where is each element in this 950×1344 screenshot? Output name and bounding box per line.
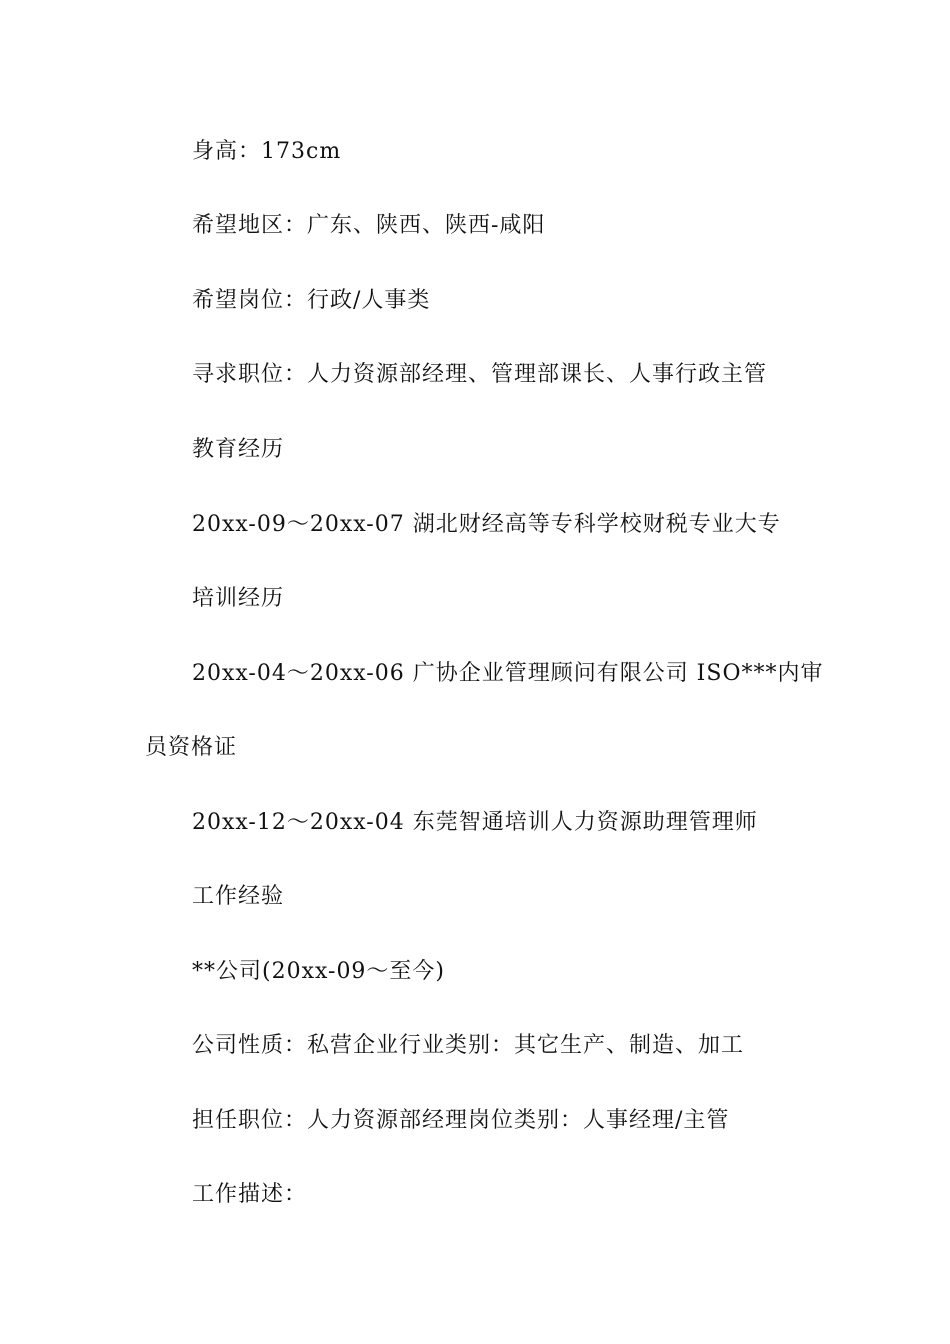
company-line: **公司(20xx-09～至今) [192, 959, 446, 984]
height-line: 身高：173cm [192, 139, 342, 164]
job-title-line: 担任职位：人力资源部经理岗位类别：人事经理/主管 [192, 1108, 730, 1133]
desired-post-line: 希望岗位：行政/人事类 [192, 288, 431, 313]
desired-region-line: 希望地区：广东、陕西、陕西-咸阳 [192, 213, 546, 238]
job-description-label: 工作描述： [192, 1182, 308, 1207]
training-entry-2: 20xx-12～20xx-04 东莞智通培训人力资源助理管理师 [192, 810, 758, 835]
education-entry: 20xx-09～20xx-07 湖北财经高等专科学校财税专业大专 [192, 512, 781, 537]
training-entry-1: 20xx-04～20xx-06 广协企业管理顾问有限公司 ISO***内审 [192, 661, 824, 686]
sought-position-line: 寻求职位：人力资源部经理、管理部课长、人事行政主管 [192, 362, 768, 387]
work-experience-heading: 工作经验 [192, 884, 285, 909]
training-heading: 培训经历 [192, 586, 285, 611]
company-nature-line: 公司性质：私营企业行业类别：其它生产、制造、加工 [192, 1033, 745, 1058]
training-entry-1-continued: 员资格证 [145, 735, 238, 760]
education-heading: 教育经历 [192, 437, 285, 462]
